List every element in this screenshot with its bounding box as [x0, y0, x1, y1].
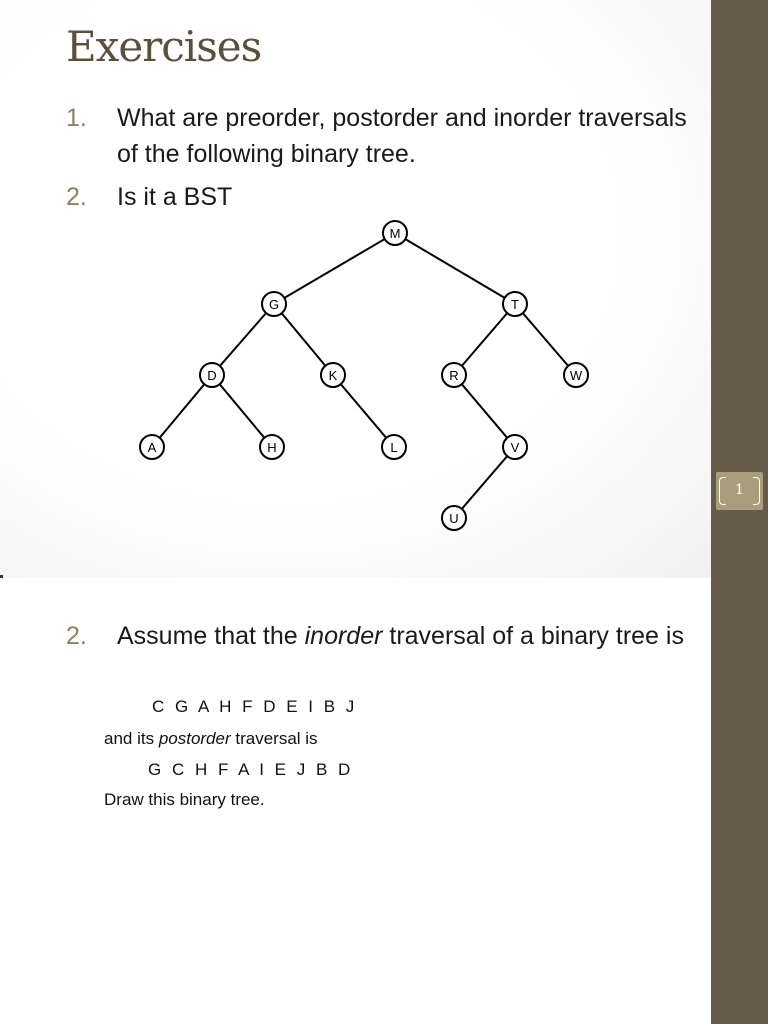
tree-node: [321, 363, 345, 387]
page-number-badge: [716, 472, 763, 510]
node-label: T: [511, 297, 519, 312]
item-number: 2.: [66, 622, 87, 650]
binary-tree-diagram: [128, 218, 598, 538]
node-label: R: [449, 368, 459, 383]
slide-separator-mark: [0, 575, 3, 578]
node-label: W: [569, 368, 583, 383]
edge-d-a: [152, 375, 212, 447]
text-part: Assume that the: [117, 622, 305, 650]
item-number: 1.: [66, 104, 87, 132]
tree-node: [503, 435, 527, 459]
edge-r-v: [454, 375, 515, 447]
node-label: D: [207, 368, 217, 383]
tree-node: [442, 363, 466, 387]
text-part: traversal of a binary tree is: [382, 622, 684, 650]
node-label: G: [268, 297, 280, 312]
tree-node: [564, 363, 588, 387]
item-text: What are preorder, postorder and inorder traversals of the following binary tree.: [117, 104, 687, 168]
tree-node: [262, 292, 286, 316]
tree-node: [503, 292, 527, 316]
edge-t-w: [515, 304, 576, 375]
node-label: H: [267, 440, 277, 455]
text-italic-part: postorder: [158, 729, 231, 748]
tree-node: [382, 435, 406, 459]
tree-node: [140, 435, 164, 459]
node-label: A: [147, 440, 157, 455]
edge-g-k: [274, 304, 333, 375]
tree-nodes: [140, 221, 588, 530]
node-label: L: [390, 440, 398, 455]
postorder-intro: [104, 729, 318, 749]
tree-node: [383, 221, 407, 245]
edge-g-d: [212, 304, 274, 375]
node-label: U: [449, 511, 459, 526]
slide-title: Exercises: [66, 22, 262, 71]
page-number: 1: [735, 482, 744, 498]
edge-m-g: [274, 233, 395, 304]
text-part: traversal is: [230, 729, 318, 748]
node-label: V: [510, 440, 520, 455]
item-text: [117, 618, 687, 654]
item-number: 2.: [66, 183, 87, 211]
inorder-sequence: C G A H F D E I B J: [152, 697, 358, 716]
node-label: M: [389, 226, 401, 241]
tree-node: [200, 363, 224, 387]
edge-d-h: [212, 375, 272, 447]
badge-right-bracket: [753, 477, 760, 505]
tree-node: [442, 506, 466, 530]
edge-k-l: [333, 375, 394, 447]
slide-2: [0, 580, 711, 1024]
node-label: K: [328, 368, 338, 383]
sidebar: [711, 0, 768, 1024]
edge-m-t: [395, 233, 515, 304]
text-part: and its: [104, 729, 159, 748]
instruction-text: Draw this binary tree.: [104, 790, 265, 809]
postorder-sequence: G C H F A I E J B D: [148, 760, 354, 779]
edge-v-u: [454, 447, 515, 518]
tree-node: [260, 435, 284, 459]
text-italic-part: inorder: [304, 622, 383, 650]
item-text: Is it a BST: [117, 183, 233, 211]
edge-t-r: [454, 304, 515, 375]
